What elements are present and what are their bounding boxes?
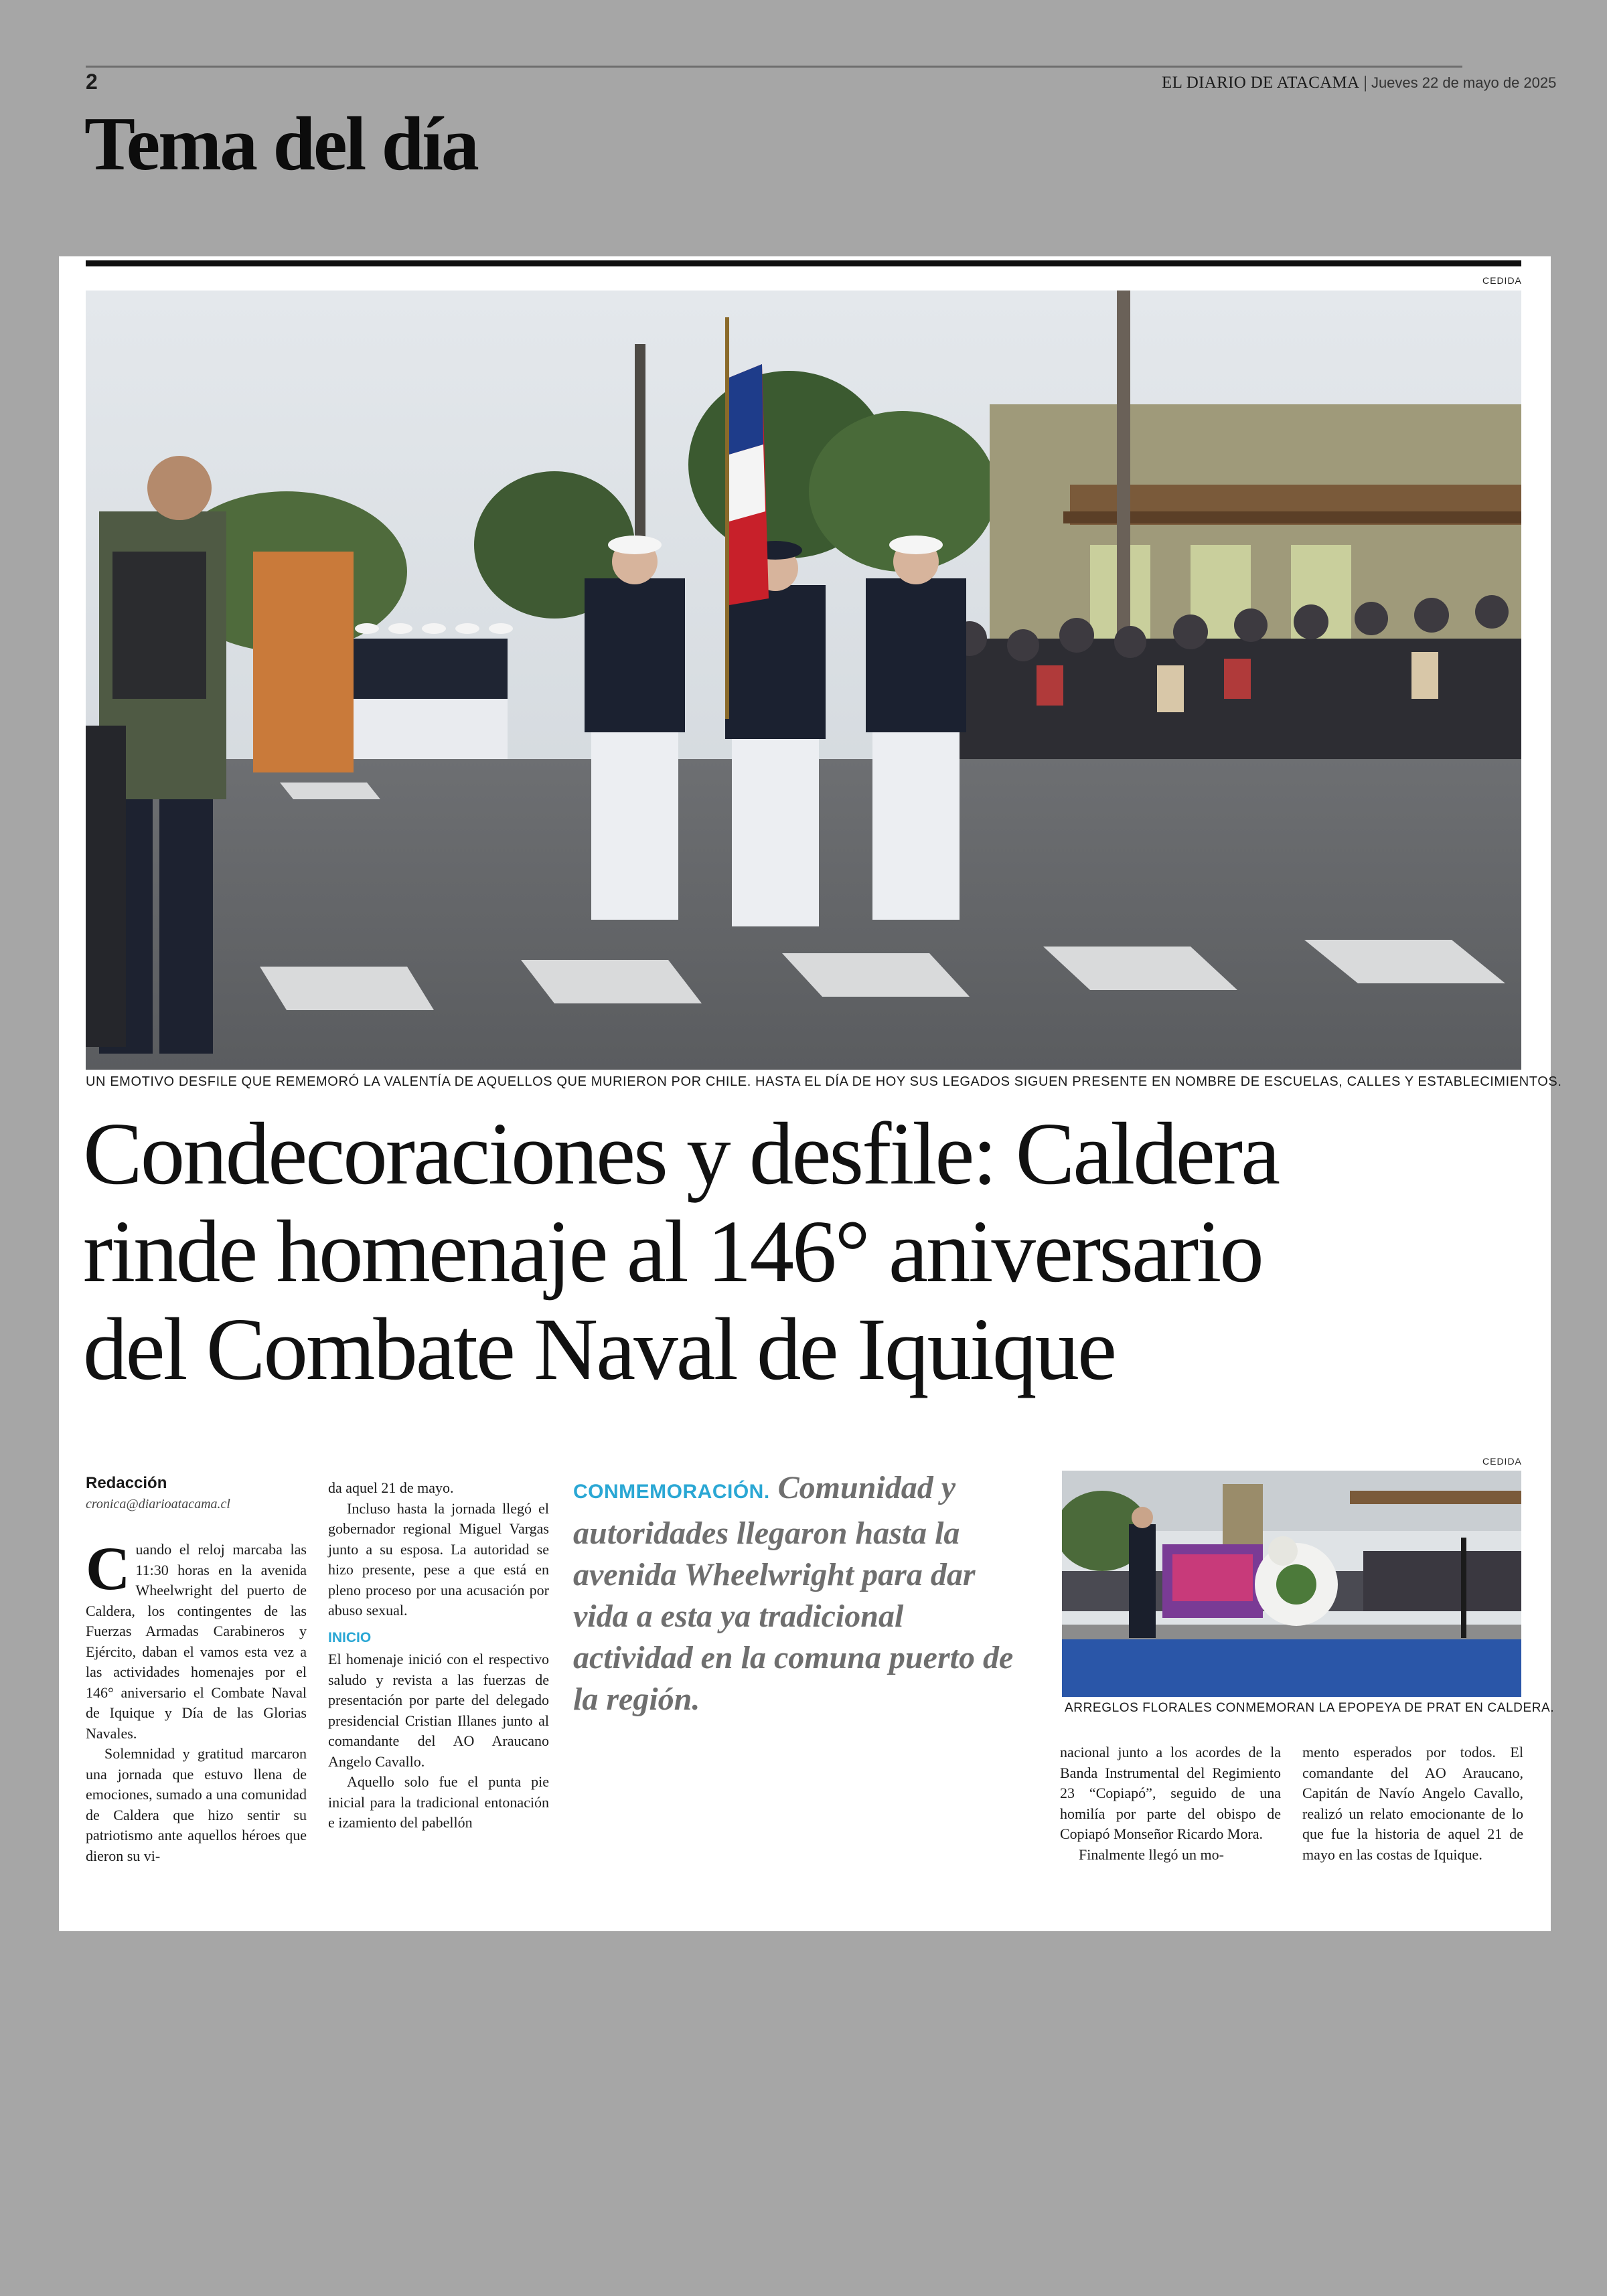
small-photo xyxy=(1062,1471,1521,1697)
body-column-1 xyxy=(86,1534,307,1866)
paragraph: Finalmente llegó un mo- xyxy=(1079,1846,1224,1863)
article-top-rule xyxy=(86,260,1521,266)
small-photo-credit: CEDIDA xyxy=(1482,1456,1522,1467)
header-separator: | xyxy=(1359,74,1371,92)
subhead-inicio: INICIO xyxy=(328,1629,372,1645)
paragraph: Incluso hasta la jornada llegó el gobernador regional Miguel Vargas junto a su esposa. La autoridad se hizo presente, pese a que está en pleno proceso por una acusación por abuso sexual. xyxy=(328,1499,549,1619)
paragraph: El homenaje inició con el respectivo saludo y revista a las fuerzas de presentación por parte del delegado presidencial Cristian Illanes junto al comandante del AO Araucano Angelo Cavallo. xyxy=(328,1651,549,1770)
paragraph: Aquello solo fue el punta pie inicial para la tradicional entonación e izamiento del pabellón xyxy=(328,1773,549,1831)
header-rule xyxy=(86,66,1462,68)
body-column-3 xyxy=(1060,1742,1281,1865)
pull-quote-kicker: CONMEMORACIÓN. xyxy=(573,1481,770,1503)
byline-email[interactable]: cronica@diarioatacama.cl xyxy=(86,1497,230,1511)
drop-cap: C xyxy=(86,1534,131,1603)
pull-quote xyxy=(573,1467,1028,1720)
header-meta xyxy=(1162,74,1556,92)
pull-quote-text: Comunidad y autoridades llegaron hasta la avenida Wheelwright para dar vida a esta ya tradicional actividad en la comuna puerto de la región. xyxy=(573,1470,1014,1717)
byline-author: Redacción xyxy=(86,1474,167,1492)
paragraph: Solemnidad y gratitud marcaron una jornada que estuvo llena de emociones, sumado a una comunidad de Caldera que hizo sentir su patriotismo ante aquellos héroes que dieron su vi- xyxy=(86,1745,307,1864)
body-column-2 xyxy=(328,1478,549,1833)
paragraph: mento esperados por todos. El comandante del AO Araucano, Capitán de Navío Angelo Cavallo, realizó un relato emocionante de lo que fue la historia de aquel 21 de mayo en las costas de Iquique. xyxy=(1302,1744,1523,1863)
paragraph-text: uando el reloj marcaba las 11:30 horas en la avenida Wheelwright del puerto de Caldera, los contingentes de las Fuerzas Armadas Carabineros y Ejército, daban el vamos esta vez a las actividades homenajes por el 146° aniversario el Combate Naval de Iquique y Día de las Glorias Navales. xyxy=(86,1541,307,1742)
section-title: Tema del día xyxy=(84,101,477,186)
headline-line-1: Condecoraciones y desfile: Caldera xyxy=(83,1104,1279,1203)
small-photo-caption: ARREGLOS FLORALES CONMEMORAN LA EPOPEYA DE PRAT EN CALDERA. xyxy=(1065,1701,1555,1715)
publication-name: EL DIARIO DE ATACAMA xyxy=(1162,74,1360,92)
body-column-4 xyxy=(1302,1742,1523,1865)
main-photo-credit: CEDIDA xyxy=(1482,275,1522,286)
main-photo xyxy=(86,291,1521,1070)
headline-line-2: rinde homenaje al 146° aniversario xyxy=(83,1202,1262,1301)
headline xyxy=(83,1104,1529,1398)
main-photo-caption: UN EMOTIVO DESFILE QUE REMEMORÓ LA VALENTÍA DE AQUELLOS QUE MURIERON POR CHILE. HASTA EL DÍA DE HOY SUS LEGADOS SIGUEN PRESENTE EN NOMBRE DE ESCUELAS, CALLES Y ESTABLECIMIENTOS. xyxy=(86,1074,1562,1089)
page-number: 2 xyxy=(86,70,98,94)
headline-line-3: del Combate Naval de Iquique xyxy=(83,1299,1116,1398)
publication-date: Jueves 22 de mayo de 2025 xyxy=(1371,74,1557,91)
paragraph: da aquel 21 de mayo. xyxy=(328,1479,454,1496)
paragraph: nacional junto a los acordes de la Banda Instrumental del Regimiento 23 “Copiapó”, seguido de una homilía por parte del obispo de Copiapó Monseñor Ricardo Mora. xyxy=(1060,1744,1281,1842)
paragraph xyxy=(86,1534,307,1744)
